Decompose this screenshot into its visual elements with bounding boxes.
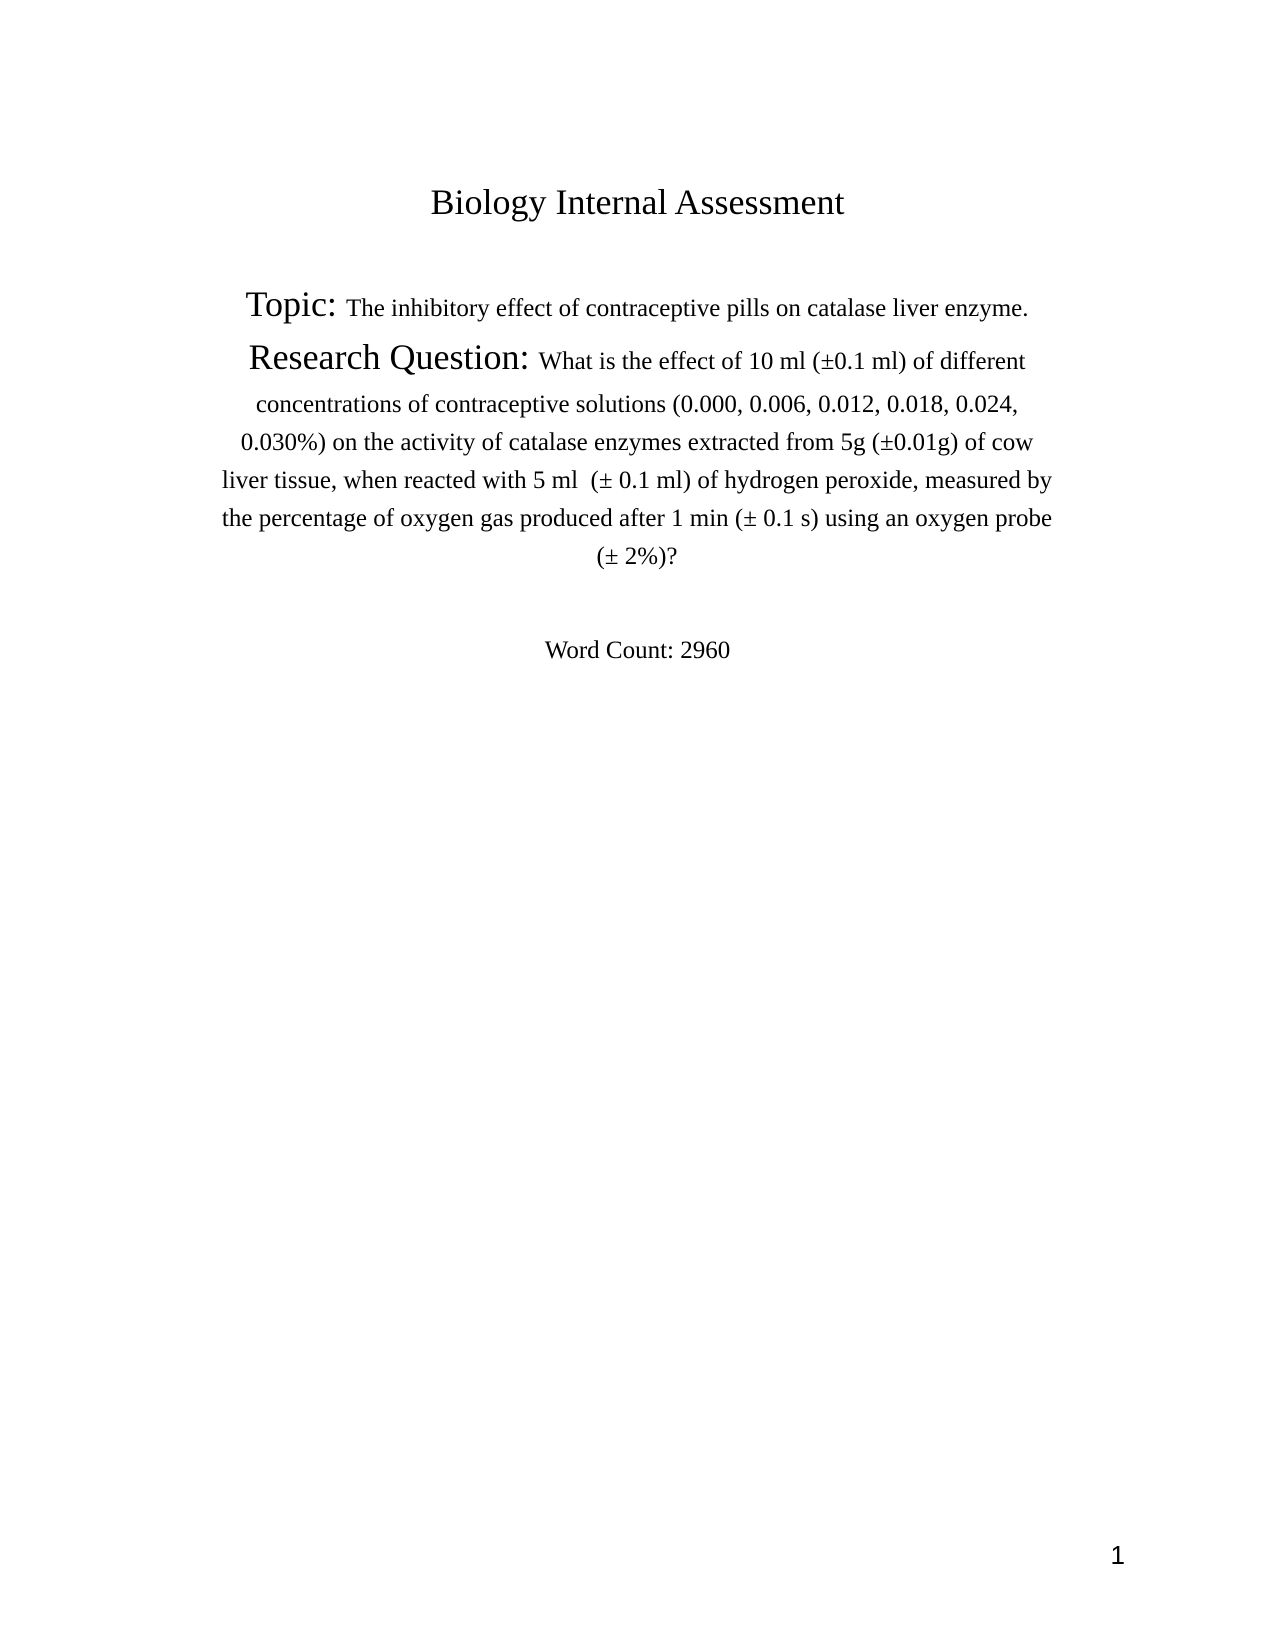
- page-number: 1: [1110, 1540, 1125, 1570]
- topic-label: Topic:: [245, 284, 346, 324]
- research-question-continuation-line: concentrations of contraceptive solutions (0.000, 0.006, 0.012, 0.018, 0.024,: [255, 391, 1019, 418]
- research-question-continuation-line: the percentage of oxygen gas produced after 1 min (± 0.1 s) using an oxygen probe: [221, 505, 1053, 532]
- research-question-line: [147, 333, 1127, 386]
- research-question-continuation-line: 0.030%) on the activity of catalase enzymes extracted from 5g (±0.01g) of cow: [240, 429, 1034, 456]
- research-question-continuation-line: liver tissue, when reacted with 5 ml (± 0.1 ml) of hydrogen peroxide, measured by: [221, 467, 1053, 494]
- topic-line: [147, 280, 1127, 333]
- research-question-continuation-line: (± 2%)?: [596, 543, 678, 570]
- research-question-label: Research Question:: [248, 337, 539, 377]
- topic-research-question-block: [147, 280, 1127, 576]
- document-title: Biology Internal Assessment: [430, 182, 845, 222]
- topic-text: The inhibitory effect of contraceptive pills on catalase liver enzyme.: [345, 295, 1029, 322]
- word-count: Word Count: 2960: [544, 637, 731, 664]
- research-question-first-line: What is the effect of 10 ml (±0.1 ml) of different: [538, 348, 1026, 375]
